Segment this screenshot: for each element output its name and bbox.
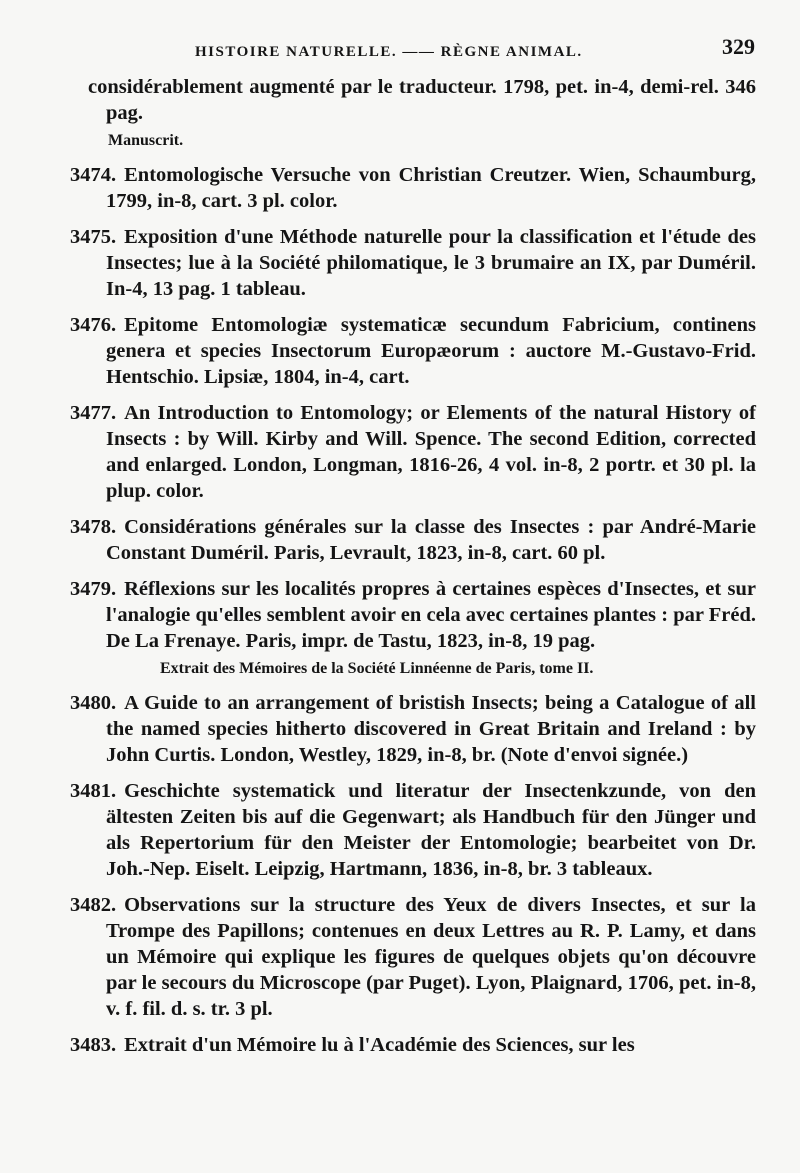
entry-text: Réflexions sur les localités propres à certaines espèces d'Insectes, et sur l'analogie qu'elles semblent avoir en cela avec certaines plantes : par Fréd. De La Frenaye. Paris, impr. de Tastu, 1823, in-8, 19 pag. (106, 578, 756, 652)
entry-3482 (70, 892, 756, 1022)
entry-3477 (70, 400, 756, 504)
entry-number: 3477. (70, 402, 117, 424)
entry-3483 (70, 1032, 756, 1058)
entry-3479 (70, 576, 756, 654)
entry-3475 (70, 224, 756, 302)
entry-text: Exposition d'une Méthode naturelle pour la classification et l'étude des Insectes; lue à la Société philomatique, le 3 brumaire an IX, par Duméril. In-4, 13 pag. 1 tableau. (106, 226, 756, 300)
entry-text: An Introduction to Entomology; or Elements of the natural History of Insects : by Will. Kirby and Will. Spence. The second Edition, corrected and enlarged. London, Longman, 1816-26, 4 vol. in-8, 2 portr. et 30 pl. la plup. color. (106, 402, 756, 502)
running-header (195, 34, 755, 64)
entry-note: Extrait des Mémoires de la Société Linnéenne de Paris, tome II. (160, 660, 594, 677)
entry-number: 3478. (70, 516, 117, 538)
entry-number: 3483. (70, 1034, 117, 1056)
entry-3480 (70, 690, 756, 768)
header-title: HISTOIRE NATURELLE. —— RÈGNE ANIMAL. (195, 44, 583, 60)
entry-number: 3479. (70, 578, 117, 600)
entry-number: 3475. (70, 226, 117, 248)
catalog-entries (70, 74, 756, 1068)
entry-3474 (70, 162, 756, 214)
entry-continued (88, 74, 756, 126)
entry-text: A Guide to an arrangement of bristish Insects; being a Catalogue of all the named species hitherto discovered in Great Britain and Ireland : by John Curtis. London, Westley, 1829, in-8, br. (Note d'envoi signée.) (106, 692, 756, 766)
entry-number: 3474. (70, 164, 117, 186)
entry-text: Extrait d'un Mémoire lu à l'Académie des Sciences, sur les (124, 1034, 635, 1056)
entry-number: 3482. (70, 894, 117, 916)
entry-3476 (70, 312, 756, 390)
entry-number: 3480. (70, 692, 117, 714)
entry-text: Geschichte systematick und literatur der Insectenkzunde, von den ältesten Zeiten bis auf die Gegenwart; als Handbuch für den Jünger und als Repertorium für den Meister der Entomologie; bearbeitet von Dr. Joh.-Nep. Eiselt. Leipzig, Hartmann, 1836, in-8, br. 3 tableaux. (106, 780, 756, 880)
entry-text: considérablement augmenté par le traducteur. 1798, pet. in-4, demi-rel. 346 pag. (88, 76, 756, 124)
entry-text: Entomologische Versuche von Christian Creutzer. Wien, Schaumburg, 1799, in-8, cart. 3 pl. color. (106, 164, 756, 212)
entry-3481 (70, 778, 756, 882)
entry-text: Epitome Entomologiæ systematicæ secundum Fabricium, continens genera et species Insectorum Europæorum : auctore M.-Gustavo-Frid. Hentschio. Lipsiæ, 1804, in-4, cart. (106, 314, 756, 388)
page-number: 329 (722, 34, 755, 59)
entry-number: 3476. (70, 314, 117, 336)
entry-3478 (70, 514, 756, 566)
entry-note: Manuscrit. (108, 132, 184, 149)
entry-text: Observations sur la structure des Yeux de divers Insectes, et sur la Trompe des Papillons; contenues en deux Lettres au R. P. Lamy, et dans un Mémoire qui explique les figures de quelques objets qu'on découvre par le secours du Microscope (par Puget). Lyon, Plaignard, 1706, pet. in-8, v. f. fil. d. s. tr. 3 pl. (106, 894, 756, 1020)
entry-text: Considérations générales sur la classe des Insectes : par André-Marie Constant Duméril. Paris, Levrault, 1823, in-8, cart. 60 pl. (106, 516, 756, 564)
entry-number: 3481. (70, 780, 117, 802)
